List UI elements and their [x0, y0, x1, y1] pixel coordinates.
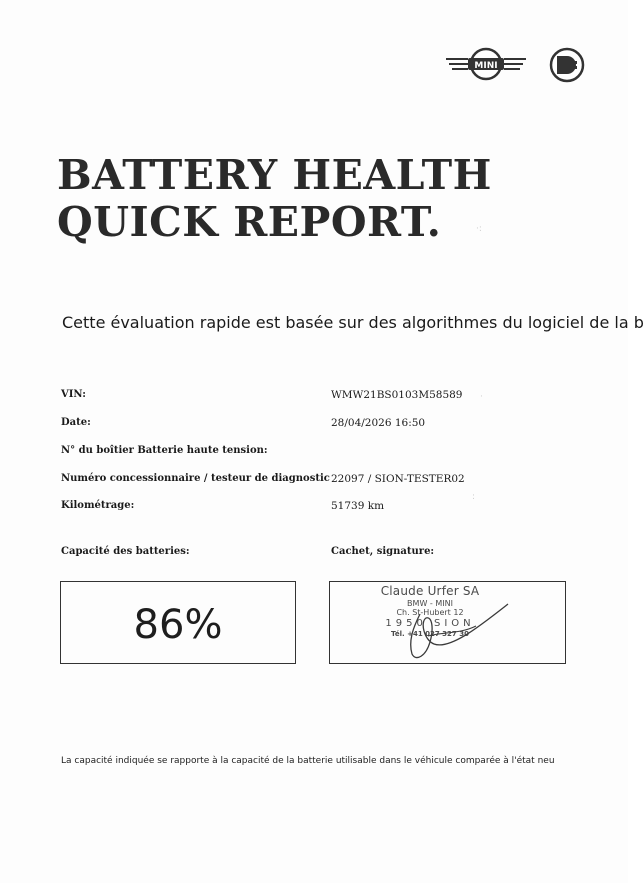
intro-text: Cette évaluation rapide est basée sur des algorithmes du logiciel de la b — [62, 313, 644, 332]
stamp-box — [329, 581, 566, 664]
capacity-box — [60, 581, 296, 664]
mileage-label: Kilométrage: — [61, 500, 135, 511]
mileage-value: 51739 km — [331, 500, 385, 512]
handwritten-signature — [390, 596, 510, 662]
footnote: La capacité indiquée se rapporte à la capacité de la batterie utilisable dans le véhicule comparée à l'état neu — [61, 756, 555, 766]
report-title — [57, 152, 492, 246]
capacity-value: 86% — [133, 601, 223, 648]
capacity-label: Capacité des batteries: — [61, 546, 190, 557]
vin-label: VIN: — [61, 389, 86, 400]
dealer-value: 22097 / SION-TESTER02 — [331, 473, 465, 485]
date-value: 28/04/2026 16:50 — [331, 417, 426, 429]
stamp-phone: Tél. +41 027 327 30 — [391, 630, 469, 638]
hv-box-label: N° du boîtier Batterie haute tension: — [61, 445, 268, 456]
svg-text:MINI: MINI — [474, 61, 498, 71]
report-title-line-2: QUICK REPORT. — [57, 198, 442, 246]
report-title-line-1: BATTERY HEALTH — [57, 151, 492, 199]
stamp-street: Ch. St-Hubert 12 — [396, 608, 464, 617]
scan-artifact: ·: — [476, 224, 482, 234]
date-label: Date: — [61, 417, 91, 428]
plug-icon — [548, 46, 586, 84]
stamp-company: Claude Urfer SA — [380, 584, 480, 598]
vin-value: WMW21BS0103M58589 — [331, 389, 463, 401]
stamp-label: Cachet, signature: — [331, 546, 435, 557]
scan-artifact: : — [472, 492, 476, 502]
stamp-brands: BMW - MINI — [407, 599, 453, 608]
stamp-city: 1950 SION — [385, 618, 475, 629]
dealer-label: Numéro concessionnaire / testeur de diagnostic — [61, 473, 330, 484]
mini-logo — [444, 50, 528, 80]
scan-artifact: · — [480, 392, 483, 402]
